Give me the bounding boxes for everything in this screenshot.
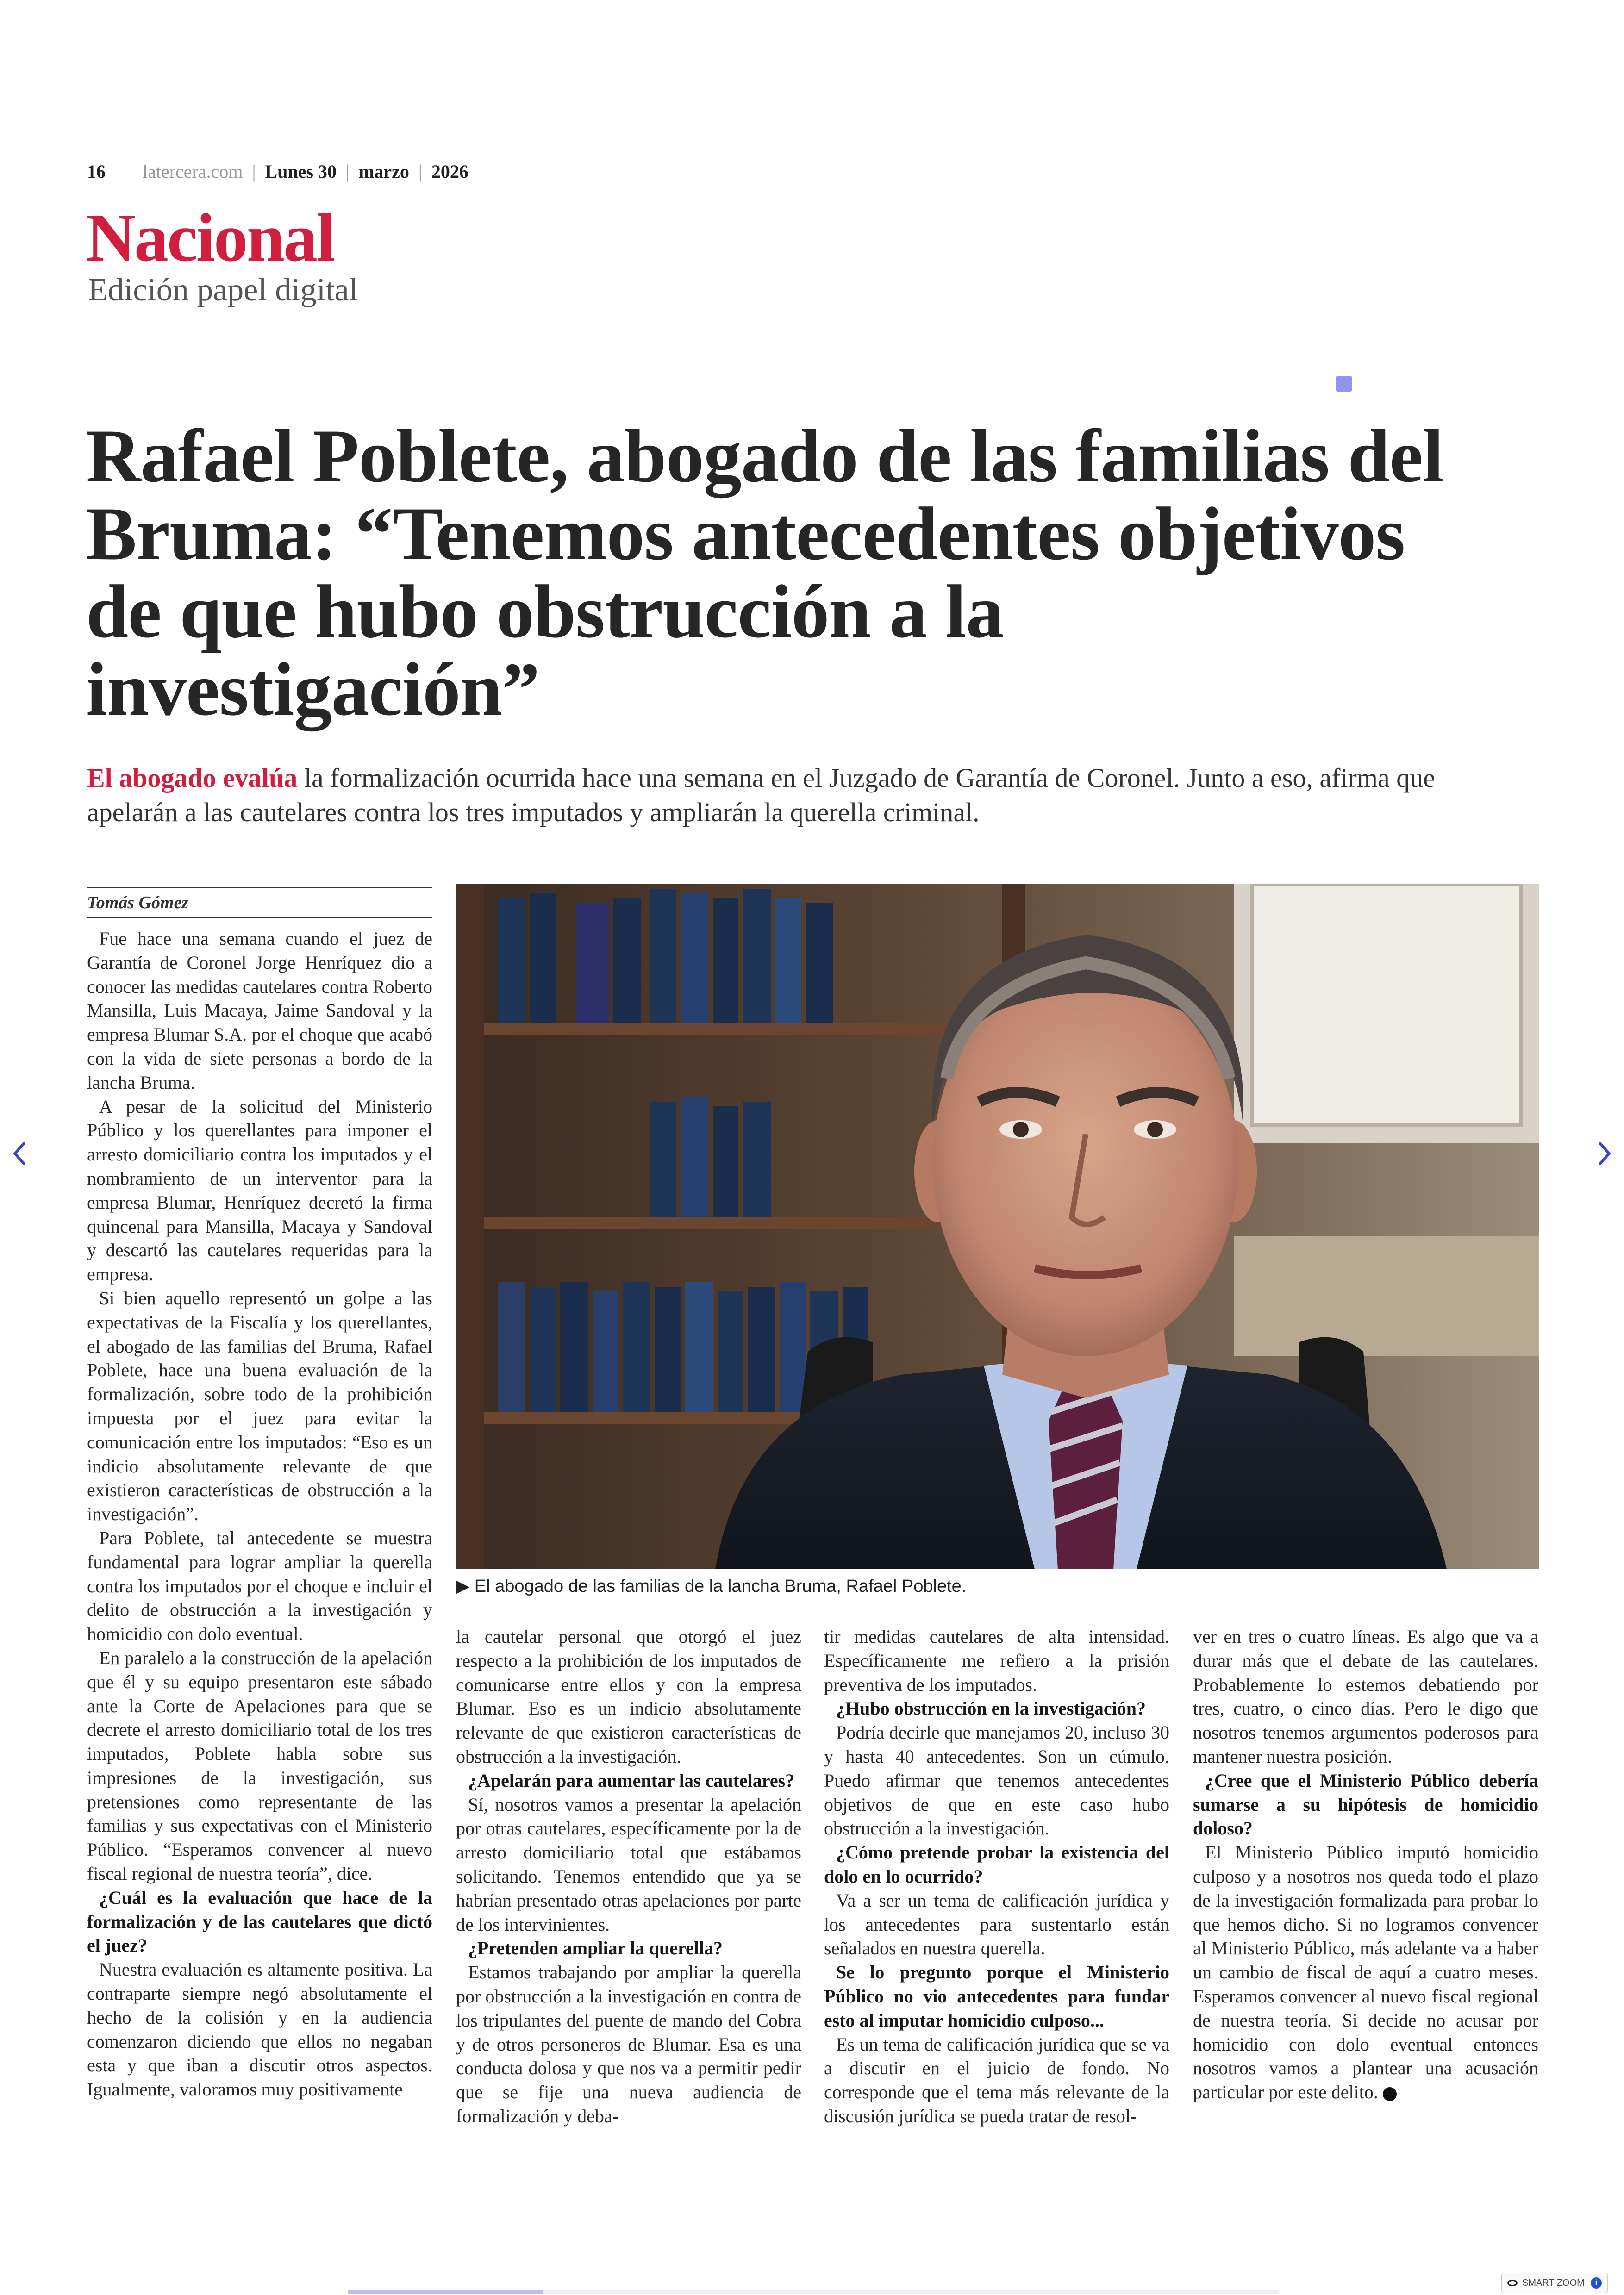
article-paragraph: Fue hace una semana cuando el juez de Garantía de Coronel Jorge Henríquez dio a conocer las medidas cautelares contra Roberto Mansilla, Luis Macaya, Jaime Sandoval y la empresa Blumar S.A. por el choque que acabó con la vida de siete personas a bordo de la lancha Bruma. xyxy=(87,928,432,1093)
page-header xyxy=(87,161,468,182)
interview-question: ¿Cómo pretende probar la existencia del dolo en lo ocurrido? xyxy=(824,1842,1169,1887)
interview-question: ¿Hubo obstrucción en la investigación? xyxy=(836,1698,1146,1719)
eye-icon xyxy=(1507,2280,1518,2286)
deck-lead: El abogado evalúa xyxy=(87,763,298,793)
section-title: Nacional xyxy=(86,200,334,276)
article-column-3 xyxy=(824,1625,1169,2128)
article-column-1 xyxy=(87,927,432,2102)
smart-zoom-label: SMART ZOOM xyxy=(1522,2277,1585,2288)
caption-text: El abogado de las familias de la lancha Bruma, Rafael Poblete. xyxy=(474,1577,967,1596)
article-paragraph: Para Poblete, tal antecedente se muestra fundamental para lograr ampliar la querella contra los imputados por el choque e incluir el delito de obstrucción a la investigación y homicidio con dolo eventual. xyxy=(87,1527,432,1645)
separator: | xyxy=(418,161,422,182)
prev-page-arrow-icon[interactable] xyxy=(10,1140,29,1167)
article-paragraph: En paralelo a la construcción de la apelación que él y su equipo presentaron este sábado ante la Corte de Apelaciones para que se decrete el arresto domiciliario total de los tres imputados, Poblete habla sobre sus impresiones de la investigación, sus pretensiones como representante de las familias y sus expectativas con el Ministerio Público. “Esperamos convencer al nuevo fiscal regional de nuestra teoría”, dice. xyxy=(87,1647,432,1884)
article-paragraph: Si bien aquello representó un golpe a las expectativas de la Fiscalía y los querellantes, el abogado de las familias del Bruma, Rafael Poblete, hace una buena evaluación de la formalización, sobre todo de la prohibición impuesta por el juez para evitar la comunicación entre los imputados: “Eso es un indicio absolutamente relevante de que existieron características de obstrucción a la investigación”. xyxy=(87,1287,432,1525)
interview-question: ¿Cree que el Ministerio Público debería sumarse a su hipótesis de homicidio doloso? xyxy=(1193,1770,1538,1839)
article-paragraph: tir medidas cautelares de alta intensidad. Específicamente me refiero a la prisión preventiva de los imputados. xyxy=(824,1626,1169,1695)
article-paragraph: Nuestra evaluación es altamente positiva. La contraparte siempre negó absolutamente el hecho de la colisión y en la audiencia comenzaron diciendo que ellos no negaban esta y que iban a discutir otros aspectos. Igualmente, valoramos muy positivamente xyxy=(87,1959,432,2100)
article-deck xyxy=(87,761,1453,829)
smart-zoom-button[interactable] xyxy=(1501,2273,1608,2293)
edition-label: Edición papel digital xyxy=(88,272,358,308)
end-mark-icon xyxy=(1383,2087,1397,2101)
deck-text: la formalización ocurrida hace una semana en el Juzgado de Garantía de Coronel. Junto a eso, afirma que apelarán a las cautelares contra los tres imputados y ampliarán la querella criminal. xyxy=(87,763,1435,827)
article-paragraph: Es un tema de calificación jurídica que se va a discutir en el juicio de fondo. No corresponde que el tema más relevante de la discusión jurídica se pueda tratar de resol- xyxy=(824,2033,1169,2127)
article-photo[interactable] xyxy=(456,884,1539,1569)
interview-question: Se lo pregunto porque el Ministerio Público no vio antecedentes para fundar esto al imputar homicidio culposo... xyxy=(824,1962,1169,2031)
interview-question: ¿Apelarán para aumentar las cautelares? xyxy=(468,1770,795,1791)
caption-arrow-icon: ▶ xyxy=(456,1577,470,1596)
article-paragraph: A pesar de la solicitud del Ministerio Público y los querellantes para imponer el arresto domiciliario contra los imputados y el nombramiento de un interventor para la empresa Blumar, Henríquez decretó la firma quincenal para Mansilla, Macaya y Sandoval y descartó las cautelares requeridas para la empresa. xyxy=(87,1096,432,1285)
date-year: 2026 xyxy=(431,161,468,182)
separator: | xyxy=(346,161,350,182)
date-month: marzo xyxy=(359,161,409,182)
article-column-4 xyxy=(1193,1625,1538,2104)
info-icon[interactable]: i xyxy=(1591,2277,1602,2289)
page-progress-fill xyxy=(348,2290,543,2294)
byline-rule xyxy=(87,887,432,888)
article-paragraph: Sí, nosotros vamos a presentar la apelación por otras cautelares, específicamente por la de arresto domiciliario total que estábamos solicitando. Tenemos entendido que ya se habrían presentado otras apelaciones por parte de los intervinientes. xyxy=(456,1794,801,1935)
byline-rule-bottom xyxy=(87,917,432,918)
article-paragraph: Va a ser un tema de calificación jurídica y los antecedentes para sustentarlo están señalados en nuestra querella. xyxy=(824,1890,1169,1959)
byline: Tomás Gómez xyxy=(87,893,189,912)
article-column-2 xyxy=(456,1625,801,2128)
interview-question: ¿Pretenden ampliar la querella? xyxy=(468,1938,723,1959)
article-paragraph: Podría decirle que manejamos 20, incluso 30 y hasta 40 antecedentes. Son un cúmulo. Puedo afirmar que tenemos antecedentes objetivos de que en este caso hubo obstrucción a la investigación. xyxy=(824,1722,1169,1839)
separator: | xyxy=(252,161,256,182)
next-page-arrow-icon[interactable] xyxy=(1595,1140,1614,1167)
page-corner-icon[interactable] xyxy=(1336,376,1352,392)
article-paragraph: El Ministerio Público imputó homicidio culposo y a nosotros nos queda todo el plazo de la investigación formalizada para probar lo que hemos dicho. Si no logramos convencer al Ministerio Público, más adelante va a haber un cambio de fiscal de aquí a cuatro meses. Esperamos convencer al nuevo fiscal regional de nuestra teoría. Si decide no acusar por homicidio con dolo eventual entonces nosotros vamos a plantear una acusación particular por este delito. xyxy=(1193,1842,1538,2103)
page-number: 16 xyxy=(87,161,106,182)
photo-caption xyxy=(456,1576,966,1597)
site-name: latercera.com xyxy=(143,161,243,182)
article-paragraph: Estamos trabajando por ampliar la querella por obstrucción a la investigación en contra de los tripulantes del puente de mando del Cobra y de otros personeros de Blumar. Esa es una conducta dolosa y que nos va a permitir pedir que se fije una nueva audiencia de formalización y deba- xyxy=(456,1962,801,2127)
article-paragraph: ver en tres o cuatro líneas. Es algo que va a durar más que el debate de las cautelares. Probablemente lo estemos debatiendo por tres, cuatro, o cinco días. Pero le digo que nosotros tenemos argumentos poderosos para mantener nuestra posición. xyxy=(1193,1626,1538,1767)
article-headline: Rafael Poblete, abogado de las familias del Bruma: “Tenemos antecedentes objetivos de que hubo obstrucción a la investigación” xyxy=(86,414,1443,731)
date-day: Lunes 30 xyxy=(265,161,337,182)
article-paragraph: la cautelar personal que otorgó el juez respecto a la prohibición de los imputados de comunicarse entre ellos y con la empresa Blumar. Eso es un indicio absolutamente relevante de que existieron características de obstrucción a la investigación. xyxy=(456,1626,801,1767)
interview-question: ¿Cuál es la evaluación que hace de la formalización y de las cautelares que dictó el juez? xyxy=(87,1887,432,1956)
